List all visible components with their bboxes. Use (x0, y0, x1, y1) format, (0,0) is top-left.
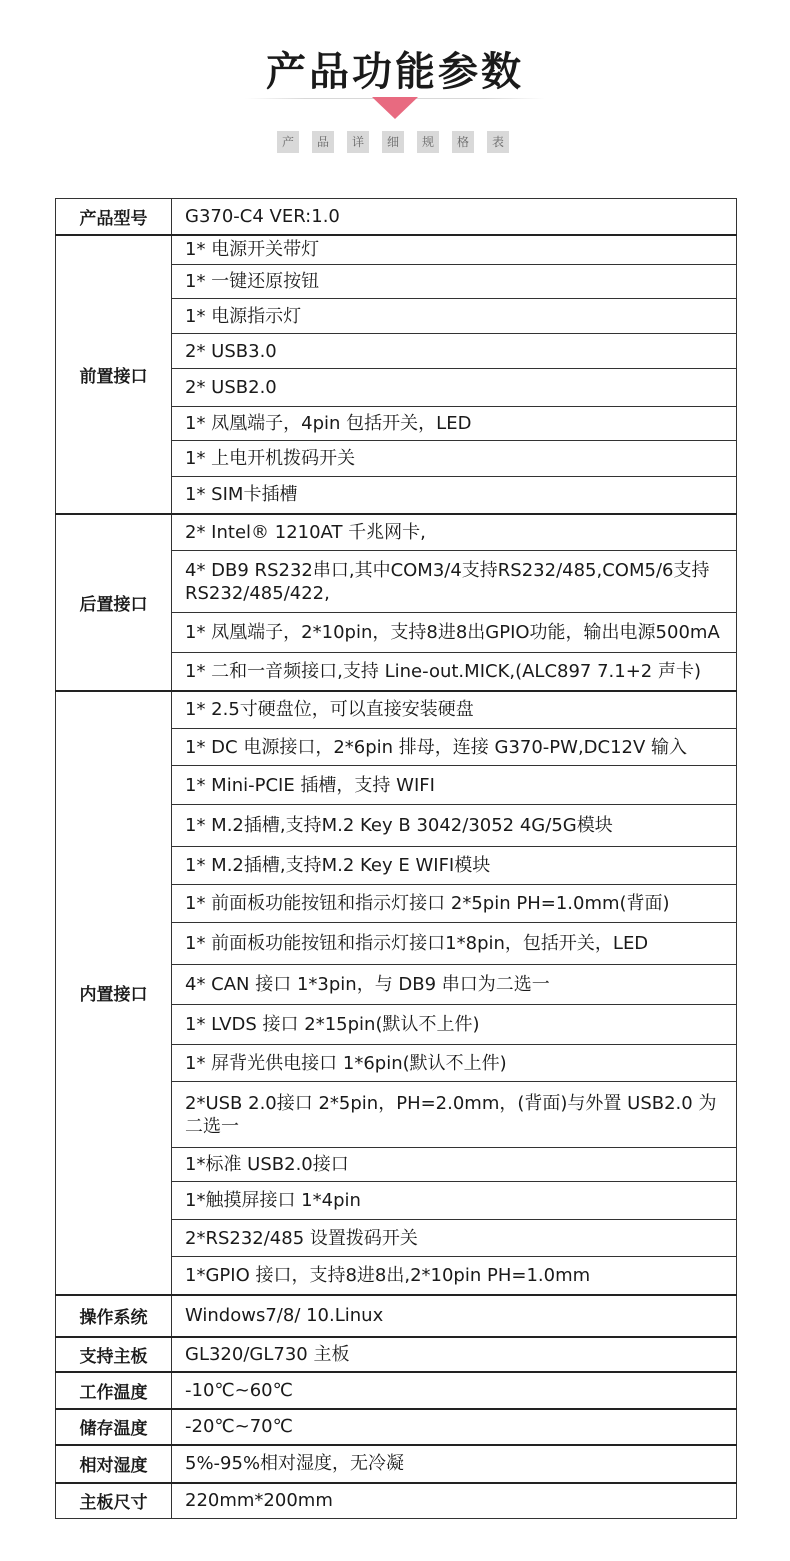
spec-value: 1* M.2插槽,支持M.2 Key B 3042/3052 4G/5G模块 (172, 805, 737, 847)
spec-value: 1* 电源指示灯 (172, 299, 737, 334)
spec-value: -10℃~60℃ (172, 1372, 737, 1409)
spec-value: 1* 屏背光供电接口 1*6pin(默认不上件) (172, 1045, 737, 1082)
spec-row (56, 691, 737, 729)
spec-value: 4* CAN 接口 1*3pin，与 DB9 串口为二选一 (172, 965, 737, 1005)
spec-value: 1* SIM卡插槽 (172, 477, 737, 514)
spec-label: 支持主板 (56, 1337, 172, 1372)
spec-value: 2* Intel® 1210AT 千兆网卡, (172, 514, 737, 551)
spec-row (56, 1445, 737, 1483)
spec-value: 1* DC 电源接口，2*6pin 排母，连接 G370-PW,DC12V 输入 (172, 729, 737, 766)
spec-value: 2*USB 2.0接口 2*5pin，PH=2.0mm，(背面)与外置 USB2.0 为二选一 (172, 1082, 737, 1148)
spec-value: 1*触摸屏接口 1*4pin (172, 1182, 737, 1220)
spec-label: 操作系统 (56, 1295, 172, 1337)
spec-value: 5%-95%相对湿度，无冷凝 (172, 1445, 737, 1483)
subtitle-tag: 格 (452, 131, 474, 153)
subtitle-tag: 品 (312, 131, 334, 153)
spec-value: 4* DB9 RS232串口,其中COM3/4支持RS232/485,COM5/6支持RS232/485/422, (172, 551, 737, 613)
spec-value: GL320/GL730 主板 (172, 1337, 737, 1372)
spec-label: 后置接口 (56, 514, 172, 691)
subtitle-tags (277, 131, 509, 153)
spec-value: G370-C4 VER:1.0 (172, 199, 737, 235)
spec-row (56, 235, 737, 265)
page-header (0, 0, 790, 170)
spec-value: 1* 2.5寸硬盘位，可以直接安装硬盘 (172, 691, 737, 729)
spec-value: 1* 凤凰端子，2*10pin，支持8进8出GPIO功能，输出电源500mA (172, 613, 737, 653)
spec-value: 1* 凤凰端子，4pin 包括开关，LED (172, 407, 737, 441)
spec-row (56, 199, 737, 235)
spec-value: 1* Mini-PCIE 插槽，支持 WIFI (172, 766, 737, 805)
spec-label: 产品型号 (56, 199, 172, 235)
spec-value: 1* 电源开关带灯 (172, 235, 737, 265)
spec-value: 2* USB3.0 (172, 334, 737, 369)
spec-value: 2* USB2.0 (172, 369, 737, 407)
spec-value: -20℃~70℃ (172, 1409, 737, 1445)
spec-row (56, 514, 737, 551)
subtitle-tag: 表 (487, 131, 509, 153)
subtitle-tag: 细 (382, 131, 404, 153)
spec-value: 1* 前面板功能按钮和指示灯接口1*8pin，包括开关，LED (172, 923, 737, 965)
spec-label: 内置接口 (56, 691, 172, 1295)
subtitle-tag: 产 (277, 131, 299, 153)
pointer-triangle-icon (372, 97, 418, 119)
spec-value: 1* LVDS 接口 2*15pin(默认不上件) (172, 1005, 737, 1045)
subtitle-tag: 详 (347, 131, 369, 153)
spec-value: 1*标准 USB2.0接口 (172, 1148, 737, 1182)
spec-label: 前置接口 (56, 235, 172, 514)
subtitle-tag: 规 (417, 131, 439, 153)
spec-value: 1* M.2插槽,支持M.2 Key E WIFI模块 (172, 847, 737, 885)
spec-row (56, 1337, 737, 1372)
spec-label: 相对湿度 (56, 1445, 172, 1483)
page-title: 产品功能参数 (266, 49, 524, 95)
spec-value: 2*RS232/485 设置拨码开关 (172, 1220, 737, 1257)
spec-value: 1* 前面板功能按钮和指示灯接口 2*5pin PH=1.0mm(背面) (172, 885, 737, 923)
spec-value: 1* 二和一音频接口,支持 Line-out.MICK,(ALC897 7.1+2 声卡) (172, 653, 737, 691)
spec-value: Windows7/8/ 10.Linux (172, 1295, 737, 1337)
spec-table (55, 198, 737, 1519)
spec-row (56, 1372, 737, 1409)
spec-label: 工作温度 (56, 1372, 172, 1409)
spec-row (56, 1483, 737, 1519)
spec-value: 220mm*200mm (172, 1483, 737, 1519)
spec-value: 1* 一键还原按钮 (172, 265, 737, 299)
spec-label: 主板尺寸 (56, 1483, 172, 1519)
spec-row (56, 1295, 737, 1337)
spec-row (56, 1409, 737, 1445)
spec-value: 1* 上电开机拨码开关 (172, 441, 737, 477)
spec-label: 储存温度 (56, 1409, 172, 1445)
spec-value: 1*GPIO 接口，支持8进8出,2*10pin PH=1.0mm (172, 1257, 737, 1295)
